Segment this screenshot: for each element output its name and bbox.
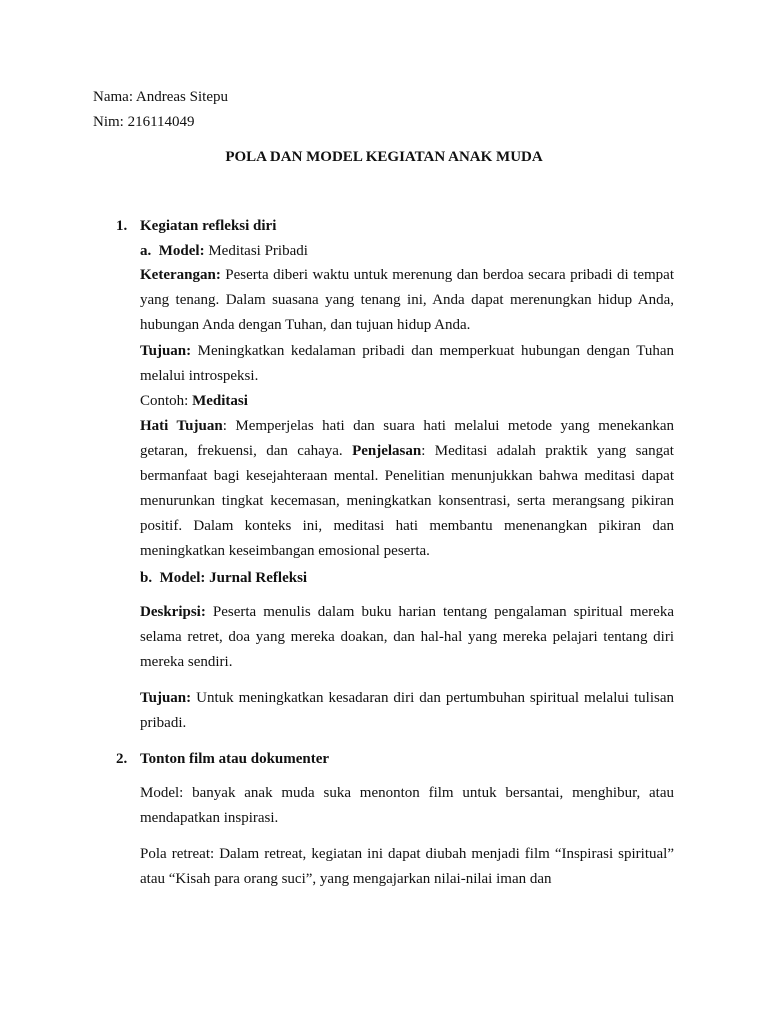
deskripsi-label: Deskripsi: [140,604,206,620]
section-1-number: 1. [116,218,128,234]
tujuan-2-paragraph [140,686,674,736]
contoh-line [140,391,248,411]
contoh-bold: Meditasi [192,393,248,409]
tujuan-2-text: Untuk meningkatkan kesadaran diri dan pertumbuhan spiritual melalui tulisan pribadi. [140,690,674,731]
item-a-model [140,241,308,261]
keterangan-text: Peserta diberi waktu untuk merenung dan berdoa secara pribadi di tempat yang tenang. Dalam suasana yang tenang ini, Anda dapat merenungkan hidup Anda, hubungan Anda dengan Tuhan, dan tujuan hidup Anda. [140,267,674,333]
item-a-label: Model: [158,243,205,259]
penjelasan-text: : Meditasi adalah praktik yang sangat bermanfaat bagi kesejahteraan mental. Penelitian menunjukkan bahwa meditasi dapat menurunkan tingkat kecemasan, meningkatkan konsentrasi, serta merangsang pikiran positif. Dalam konteks ini, meditasi hati membantu menenangkan pikiran dan meningkatkan keseimbangan emosional peserta. [140,443,674,559]
section-2-number: 2. [116,751,128,767]
pola-retreat-paragraph: Pola retreat: Dalam retreat, kegiatan ini dapat diubah menjadi film “Inspirasi spiritual” atau “Kisah para orang suci”, yang mengajarkan nilai-nilai iman dan [140,846,674,887]
document-title: POLA DAN MODEL KEGIATAN ANAK MUDA [225,149,543,165]
item-b-label: Model: Jurnal Refleksi [159,570,308,586]
item-a-marker: a. [140,243,152,259]
hati-tujuan-label: Hati Tujuan [140,418,223,434]
keterangan-paragraph [140,263,674,338]
model-paragraph: Model: banyak anak muda suka menonton film untuk bersantai, menghibur, atau mendapatkan inspirasi. [140,785,674,826]
section-2-title: Tonton film atau dokumenter [140,751,330,767]
tujuan-2-label: Tujuan: [140,690,192,706]
contoh-prefix: Contoh: [140,393,193,409]
item-b-model [140,568,307,588]
hati-tujuan-paragraph [140,414,674,564]
hati-tujuan-text: : Memperjelas hati dan suara hati melalui metode yang menekankan getaran, frekuensi, dan cahaya. [140,418,674,459]
deskripsi-paragraph [140,600,674,675]
item-b-marker: b. [140,570,153,586]
student-nim: Nim: 216114049 [93,114,195,130]
tujuan-paragraph [140,339,674,389]
keterangan-label: Keterangan: [140,267,221,283]
tujuan-text: Meningkatkan kedalaman pribadi dan memperkuat hubungan dengan Tuhan melalui introspeksi. [140,343,674,384]
tujuan-label: Tujuan: [140,343,192,359]
section-1-title: Kegiatan refleksi diri [140,218,277,234]
penjelasan-label: Penjelasan [352,443,422,459]
deskripsi-text: Peserta menulis dalam buku harian tentang pengalaman spiritual mereka selama retret, doa yang mereka doakan, dan hal-hal yang mereka pelajari tentang diri mereka sendiri. [140,604,674,670]
item-a-text: Meditasi Pribadi [204,243,308,259]
student-name: Nama: Andreas Sitepu [93,89,228,105]
